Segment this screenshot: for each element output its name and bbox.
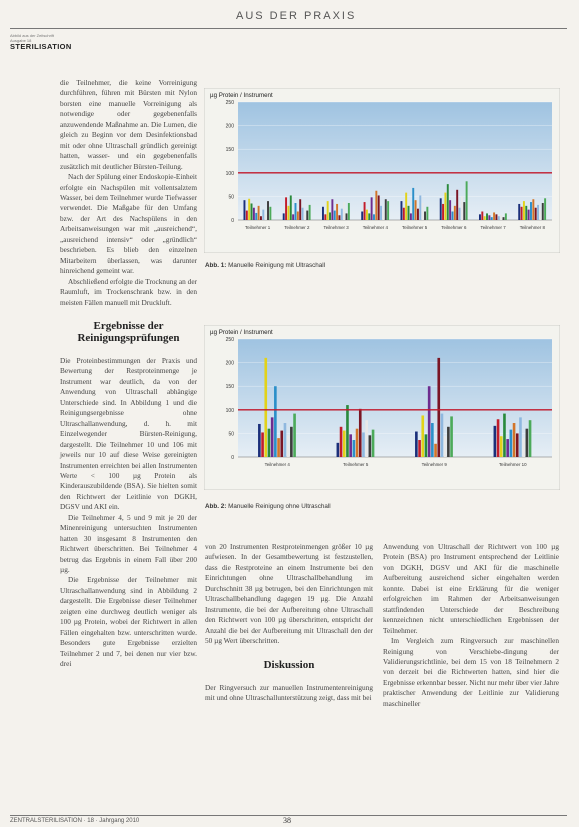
bar bbox=[530, 202, 532, 220]
bar bbox=[417, 209, 419, 220]
bar bbox=[299, 199, 301, 220]
bar bbox=[246, 211, 248, 220]
bar bbox=[290, 427, 293, 457]
bar bbox=[378, 195, 380, 220]
bar bbox=[497, 419, 500, 457]
bar bbox=[488, 215, 490, 220]
bar bbox=[353, 440, 356, 457]
bar bbox=[498, 216, 500, 220]
bar bbox=[506, 439, 509, 457]
bar bbox=[421, 415, 424, 457]
bar bbox=[428, 386, 431, 457]
bar bbox=[403, 208, 405, 220]
bar bbox=[503, 217, 505, 220]
bar bbox=[251, 203, 253, 220]
figure-1-caption-text: Manuelle Reinigung mit Ultraschall bbox=[228, 262, 326, 269]
bar bbox=[287, 206, 289, 220]
y-tick-label: 50 bbox=[228, 194, 234, 201]
bar bbox=[459, 208, 461, 220]
bar bbox=[513, 423, 516, 457]
bar bbox=[405, 193, 407, 220]
bar bbox=[373, 214, 375, 220]
bar bbox=[372, 430, 375, 457]
intro-paragraph-3: Abschließend erfolgte die Trocknung an der Raumluft, im Trockenschrank bzw. in den meisten Fällen manuell mit Druckluft. bbox=[60, 276, 197, 307]
bar bbox=[359, 409, 362, 457]
bar bbox=[382, 211, 384, 220]
bar bbox=[484, 216, 486, 220]
col2-paragraph-2: Der Ringversuch zur manuellen Instrumentenreinigung mit und ohne Ultraschallunterstützung zeigt, dass mit bei bbox=[205, 682, 373, 702]
bar bbox=[365, 420, 368, 457]
section-heading-results: Ergebnisse der Reinigungsprüfungen bbox=[77, 319, 180, 344]
y-tick-label: 100 bbox=[225, 407, 234, 414]
x-tick-label: Teilnehmer 4 bbox=[362, 225, 388, 230]
figure-2-caption-label: Abb. 2: bbox=[205, 503, 227, 510]
bar bbox=[337, 443, 340, 457]
col3-paragraph-1: Anwendung von Ultraschall der Richtwert von 100 µg Protein (BSA) pro Instrument entsprechend der Leitlinie von DGKH, DGSV und AKI für die maschinelle Aufbereitung ausreichend sicher eingehalten werden konnte. Dabei ist eine Erklärung für die weniger erfolgreichen im Rahmen der Arbeitsanweisungen stattfindenden Unterschiede der Beschreibung kennzeichnen nicht unterschiedlichen Ergebnissen der Teilnehmer. bbox=[383, 542, 559, 635]
x-tick-label: Teilnehmer 7 bbox=[480, 225, 506, 230]
bar bbox=[415, 432, 418, 457]
bar bbox=[269, 207, 271, 220]
bar bbox=[295, 203, 297, 220]
bar bbox=[340, 427, 343, 457]
bar bbox=[412, 188, 414, 220]
bar bbox=[371, 197, 373, 220]
y-tick-label: 200 bbox=[225, 360, 234, 367]
figure-1-caption bbox=[205, 262, 325, 269]
bar bbox=[283, 213, 285, 220]
bar bbox=[486, 213, 488, 220]
bar bbox=[444, 193, 446, 220]
bar bbox=[293, 414, 296, 457]
bar bbox=[505, 213, 507, 220]
y-axis-label: µg Protein / Instrument bbox=[210, 92, 273, 99]
x-tick-label: Teilnehmer 4 bbox=[264, 462, 290, 467]
bar bbox=[408, 206, 410, 220]
figure-2-chart bbox=[204, 325, 560, 490]
kicker-line-2: Ausgabe 18 bbox=[10, 38, 32, 43]
bar bbox=[361, 212, 363, 220]
bar bbox=[253, 208, 255, 220]
section-heading-discussion: Diskussion bbox=[263, 658, 315, 671]
bar bbox=[400, 201, 402, 220]
bar bbox=[287, 435, 290, 457]
bar bbox=[440, 198, 442, 220]
bar bbox=[346, 213, 348, 220]
bar bbox=[262, 210, 264, 220]
header-rule bbox=[10, 28, 567, 29]
col2-paragraph-1: von 20 Instrumenten Restproteinmengen größer 10 µg aufwiesen. In der Gesamtbewertung ist festzustellen, dass die Restproteine an einem Instrumente bei den Einrichtungen ohne Ultraschallbehandlung im Durchschnitt 38 µg betrugen, bei den Einrichtungen mit Ultraschallbehandlung dagegen 19 µg. Die Anzahl Instrumente, die bei der Aufbereitung ohne Ultraschall den Richtwert von 100 µg überschritten, entspricht der Anzahl die bei der Aufbereitung mit Ultraschall den der 50 µg Wert überschritten. bbox=[205, 542, 373, 646]
bar bbox=[380, 206, 382, 220]
bar bbox=[434, 444, 437, 457]
bar bbox=[463, 202, 465, 220]
bar bbox=[415, 200, 417, 220]
bar bbox=[385, 199, 387, 220]
x-tick-label: Teilnehmer 2 bbox=[284, 225, 310, 230]
results-paragraph-2: Die Teilnehmer 4, 5 und 9 mit je 20 der Minenreinigung untersuchten Instrumenten hatten 30 insgesamt 8 Instrumenten den Richtwert überschritten. Bei Teilnehmer 4 betrug das Ergebnis in einem Fall über 200 µg. bbox=[60, 512, 197, 575]
bar bbox=[426, 207, 428, 220]
results-paragraph-3: Die Ergebnisse der Teilnehmer mit Ultraschallanwendung sind in Abbildung 2 dargestellt. Die Ergebnisse dieser Teilnehmer zeigten eine durchweg deutlich weniger als 100 µg Protein, wobei der Richtwert in allen Fällen eingehalten bzw. unterschritten wurde. Besonders gute Ergebnisse erzielten Teilnehmer 2 und 7, bei denen nur vier bzw. drei bbox=[60, 575, 197, 669]
bar bbox=[491, 217, 493, 220]
bar bbox=[424, 212, 426, 220]
bar bbox=[327, 201, 329, 220]
bar bbox=[362, 432, 365, 457]
bar bbox=[292, 214, 294, 220]
bar bbox=[258, 206, 260, 220]
bar bbox=[410, 213, 412, 220]
y-tick-label: 250 bbox=[225, 100, 234, 106]
bar bbox=[280, 431, 283, 457]
bar bbox=[452, 212, 454, 220]
bar bbox=[521, 207, 523, 220]
bar bbox=[526, 429, 529, 457]
bar bbox=[466, 181, 468, 220]
column-3 bbox=[383, 542, 559, 709]
bar bbox=[447, 427, 450, 457]
y-tick-label: 250 bbox=[225, 337, 234, 343]
bar bbox=[290, 195, 292, 220]
x-tick-label: Teilnehmer 1 bbox=[245, 225, 271, 230]
x-tick-label: Teilnehmer 8 bbox=[519, 225, 545, 230]
y-tick-label: 150 bbox=[225, 147, 234, 154]
bar bbox=[324, 214, 326, 220]
bar bbox=[285, 197, 287, 220]
bar bbox=[356, 429, 359, 457]
bar bbox=[369, 435, 372, 457]
bar bbox=[518, 204, 520, 220]
y-tick-label: 100 bbox=[225, 170, 234, 177]
y-tick-label: 200 bbox=[225, 123, 234, 130]
bar bbox=[349, 434, 352, 457]
bar bbox=[346, 405, 349, 457]
bar bbox=[343, 431, 346, 457]
bar bbox=[309, 205, 311, 220]
bar bbox=[523, 201, 525, 220]
bar bbox=[260, 216, 262, 220]
bar bbox=[494, 426, 497, 457]
bar bbox=[419, 195, 421, 220]
y-axis-label: µg Protein / Instrument bbox=[210, 329, 273, 336]
bar bbox=[364, 202, 366, 220]
bar bbox=[248, 199, 250, 220]
bar bbox=[348, 203, 350, 220]
bar bbox=[343, 202, 345, 220]
intro-paragraph-2: Nach der Spülung einer Endoskopie-Einheit erfolgte ein Nachspülen mit vollentsalztem Wasser, bei dem Teilnehmer wurde Tiefwasser verwendet. Die Maßgabe für den Umfang bzw. der Art des Nachspülens in den Arbeitsanweisungen war mit „ausreichend“, „ausreichend intensiv“ oder „gründlich“ beschrieben. Es blieb den einzelnen Mitarbeitern überlassen, was darunter hinreichend gemeint war. bbox=[60, 172, 197, 276]
figure-1-caption-label: Abb. 1: bbox=[205, 262, 227, 269]
footer-journal: ZENTRALSTERILISATION · 18 · Jahrgang 2010 bbox=[10, 818, 140, 824]
bar bbox=[544, 198, 546, 220]
bar bbox=[306, 211, 308, 220]
x-tick-label: Teilnehmer 6 bbox=[441, 225, 467, 230]
bar bbox=[444, 436, 447, 457]
bar bbox=[277, 438, 280, 457]
bar bbox=[441, 414, 444, 457]
bar bbox=[447, 184, 449, 220]
bar bbox=[500, 215, 502, 220]
bar bbox=[268, 429, 271, 457]
bar bbox=[261, 432, 264, 457]
bar bbox=[267, 201, 269, 220]
bar bbox=[461, 196, 463, 220]
bar bbox=[519, 417, 522, 457]
page-number: 38 bbox=[283, 816, 291, 825]
results-paragraph-1: Die Proteinbestimmungen der Praxis und Bewertung der Restproteinmenge je Instrument war deutlich, da von der Anwendung von Ultraschall abhängige Unterschiede sind. In Abbildung 1 und die Reinigungsergebnisse ohne Ultraschallanwendung, d. h. mit Einzelwegender Bürsten-Reinigung, dargestellt. Die Teilnehmer 10 und 106 mit jeweils nur 10 auf diese Weise gereinigten Instrumenten erreichten bei allen Instrumenten Werte < 100 µg Protein als Kinderauszubildende (BSA). Sie hielten somit den Richtwert der Leitlinie von DGKH, DGSV und AKI ein. bbox=[60, 355, 197, 512]
intro-paragraph-1: die Teilnehmer, die keine Vorreinigung durchführen, führen mit Bürsten mit Nylon borsten eine manuelle Vorreinigung als notwendige oder gegebenenfalls anzuwendende Maßnahme an. Die Lumen, die gleich zu Beginn vor dem Desinfektionsbad mit oder ohne Ultraschall gründlich gereinigt hatten, wasser- und ein gegebenenfalls zusätzlich mit deutlicher Bürsten-Teilung. bbox=[60, 78, 197, 171]
bar bbox=[454, 206, 456, 220]
col3-paragraph-2: Im Vergleich zum Ringversuch zur maschinellen Reinigung von Verschiebe-dingung der Validierungsrichtlinie, bei dem 15 von 18 Teilnehmern 2 von derzeit bei die Richtwerten hatten, sind hier die Ergebnisse erkennbar besser. Nicht nur mehr über vier Jahre praktischer Anwendung der Leitlinie zur Validierung maschineller bbox=[383, 636, 559, 708]
bar bbox=[271, 417, 274, 457]
bar bbox=[375, 191, 377, 220]
bar bbox=[495, 214, 497, 220]
x-tick-label: Teilnehmer 9 bbox=[421, 462, 447, 467]
x-tick-label: Teilnehmer 5 bbox=[402, 225, 428, 230]
bar bbox=[503, 414, 506, 457]
bar bbox=[366, 210, 368, 220]
bar bbox=[255, 213, 257, 220]
bar bbox=[302, 208, 304, 220]
column-2 bbox=[205, 542, 373, 703]
bar bbox=[481, 212, 483, 220]
bar bbox=[493, 212, 495, 220]
y-tick-label: 0 bbox=[231, 455, 234, 461]
bar bbox=[539, 211, 541, 220]
bar bbox=[537, 205, 539, 220]
bar bbox=[265, 214, 267, 220]
figure-2-caption bbox=[205, 503, 331, 510]
bar bbox=[479, 214, 481, 220]
bar bbox=[535, 208, 537, 220]
x-tick-label: Teilnehmer 5 bbox=[343, 462, 369, 467]
bar bbox=[341, 209, 343, 220]
column-1 bbox=[60, 78, 197, 670]
bar bbox=[264, 358, 267, 457]
bar bbox=[500, 436, 503, 457]
y-tick-label: 150 bbox=[225, 384, 234, 391]
bar bbox=[450, 416, 453, 457]
bar bbox=[528, 210, 530, 220]
figure-2-caption-text: Manuelle Reinigung ohne Ultraschall bbox=[228, 503, 331, 510]
x-tick-label: Teilnehmer 10 bbox=[498, 462, 527, 467]
bar bbox=[449, 200, 451, 220]
bar bbox=[437, 358, 440, 457]
bar bbox=[418, 440, 421, 457]
bar bbox=[442, 204, 444, 220]
figure-1-chart bbox=[204, 88, 560, 253]
bar bbox=[431, 423, 434, 457]
bar bbox=[522, 438, 525, 457]
bar bbox=[274, 386, 277, 457]
y-tick-label: 0 bbox=[231, 218, 234, 224]
kicker-line-1: Abbild aus der Zeitschrift bbox=[10, 33, 55, 38]
bar bbox=[258, 424, 261, 457]
x-tick-label: Teilnehmer 3 bbox=[323, 225, 349, 230]
bar bbox=[529, 420, 532, 457]
bar bbox=[243, 200, 245, 220]
category-label: STERILISATION bbox=[10, 42, 72, 51]
bar bbox=[338, 215, 340, 220]
bar bbox=[284, 423, 287, 457]
bar bbox=[425, 434, 428, 457]
bar bbox=[542, 203, 544, 220]
bar bbox=[334, 211, 336, 220]
bar bbox=[525, 206, 527, 220]
y-tick-label: 50 bbox=[228, 431, 234, 438]
bar bbox=[422, 203, 424, 220]
section-header: AUS DER PRAXIS bbox=[236, 10, 357, 22]
bar bbox=[331, 199, 333, 220]
bar bbox=[532, 199, 534, 220]
bar bbox=[322, 207, 324, 220]
bar bbox=[336, 204, 338, 220]
bar bbox=[304, 215, 306, 220]
bar bbox=[387, 201, 389, 220]
bar bbox=[516, 433, 519, 457]
bar bbox=[456, 190, 458, 220]
bar bbox=[368, 213, 370, 220]
bar bbox=[510, 430, 513, 457]
bar bbox=[297, 212, 299, 220]
bar bbox=[329, 212, 331, 220]
